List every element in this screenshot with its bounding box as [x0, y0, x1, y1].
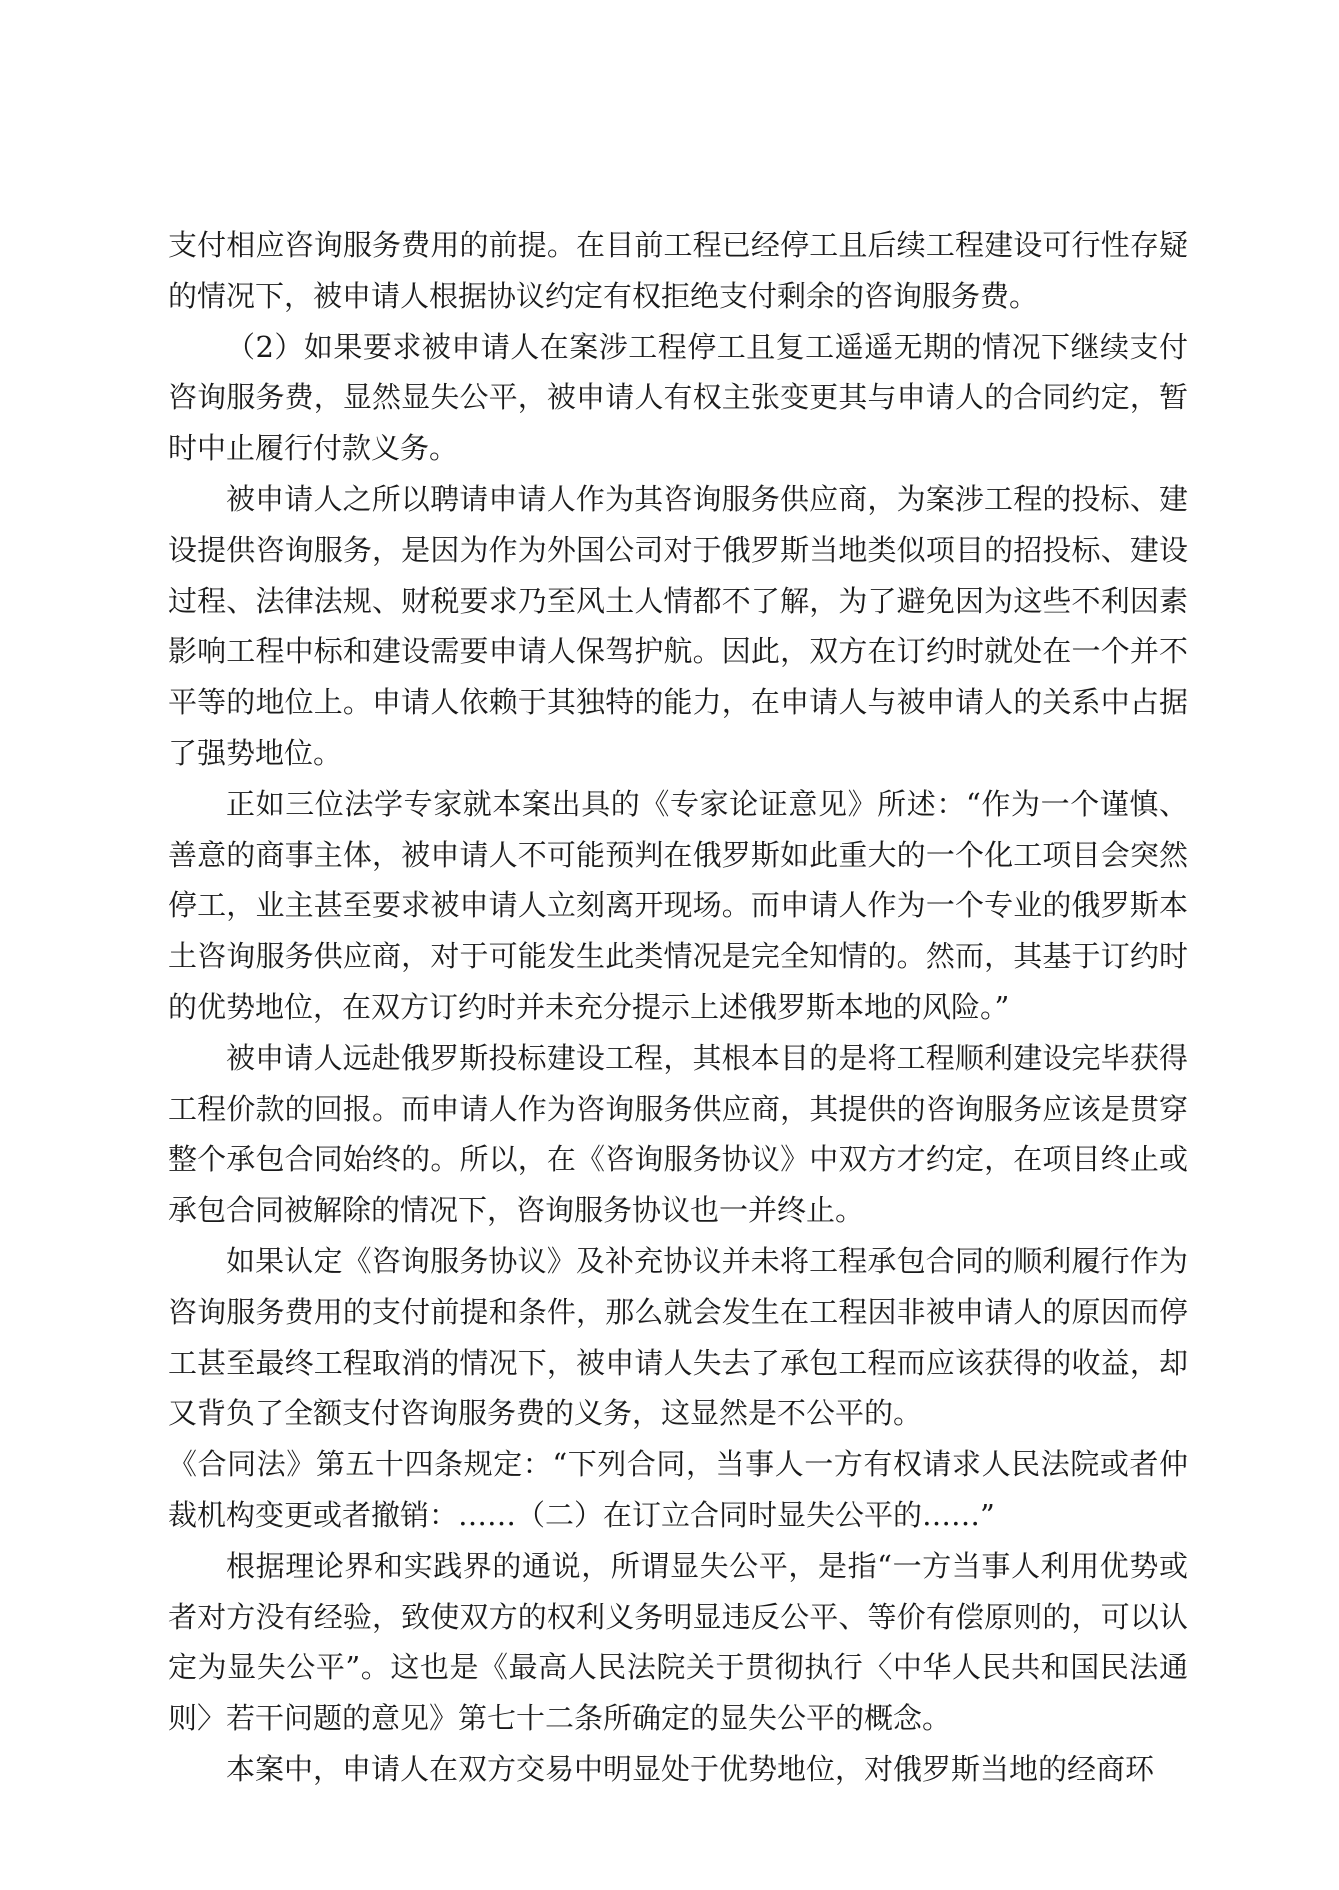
paragraph: 支付相应咨询服务费用的前提。在目前工程已经停工且后续工程建设可行性存疑的情况下，被申请人根据协议约定有权拒绝支付剩余的咨询服务费。 [168, 228, 1188, 313]
document-body [168, 220, 1188, 1795]
paragraph: 正如三位法学专家就本案出具的《专家论证意见》所述：“作为一个谨慎、善意的商事主体，被申请人不可能预判在俄罗斯如此重大的一个化工项目会突然停工，业主甚至要求被申请人立刻离开现场。而申请人作为一个专业的俄罗斯本土咨询服务供应商，对于可能发生此类情况是完全知情的。然而，其基于订约时的优势地位，在双方订约时并未充分提示上述俄罗斯本地的风险。” [168, 786, 1188, 1024]
paragraph: 被申请人之所以聘请申请人作为其咨询服务供应商，为案涉工程的投标、建设提供咨询服务，是因为作为外国公司对于俄罗斯当地类似项目的招投标、建设过程、法律法规、财税要求乃至风土人情都不了解，为了避免因为这些不利因素影响工程中标和建设需要申请人保驾护航。因此，双方在订约时就处在一个并不平等的地位上。申请人依赖于其独特的能力，在申请人与被申请人的关系中占据了强势地位。 [168, 481, 1188, 770]
paragraph: 根据理论界和实践界的通说，所谓显失公平，是指“一方当事人利用优势或者对方没有经验，致使双方的权利义务明显违反公平、等价有偿原则的，可以认定为显失公平”。这也是《最高人民法院关于贯彻执行〈中华人民共和国民法通则〉若干问题的意见》第七十二条所确定的显失公平的概念。 [168, 1548, 1188, 1736]
paragraph: 被申请人远赴俄罗斯投标建设工程，其根本目的是将工程顺利建设完毕获得工程价款的回报。而申请人作为咨询服务供应商，其提供的咨询服务应该是贯穿整个承包合同始终的。所以，在《咨询服务协议》中双方才约定，在项目终止或承包合同被解除的情况下，咨询服务协议也一并终止。 [168, 1040, 1188, 1228]
paragraph: （2）如果要求被申请人在案涉工程停工且复工遥遥无期的情况下继续支付咨询服务费，显然显失公平，被申请人有权主张变更其与申请人的合同约定，暂时中止履行付款义务。 [168, 329, 1188, 466]
paragraph: 如果认定《咨询服务协议》及补充协议并未将工程承包合同的顺利履行作为咨询服务费用的支付前提和条件，那么就会发生在工程因非被申请人的原因而停工甚至最终工程取消的情况下，被申请人失去了承包工程而应该获得的收益，却又背负了全额支付咨询服务费的义务，这显然是不公平的。 [168, 1243, 1188, 1431]
paragraph: 本案中，申请人在双方交易中明显处于优势地位，对俄罗斯当地的经商环 [226, 1751, 1155, 1786]
paragraph: 《合同法》第五十四条规定：“下列合同，当事人一方有权请求人民法院或者仲裁机构变更或者撤销：……（二）在订立合同时显失公平的……” [168, 1447, 1188, 1532]
